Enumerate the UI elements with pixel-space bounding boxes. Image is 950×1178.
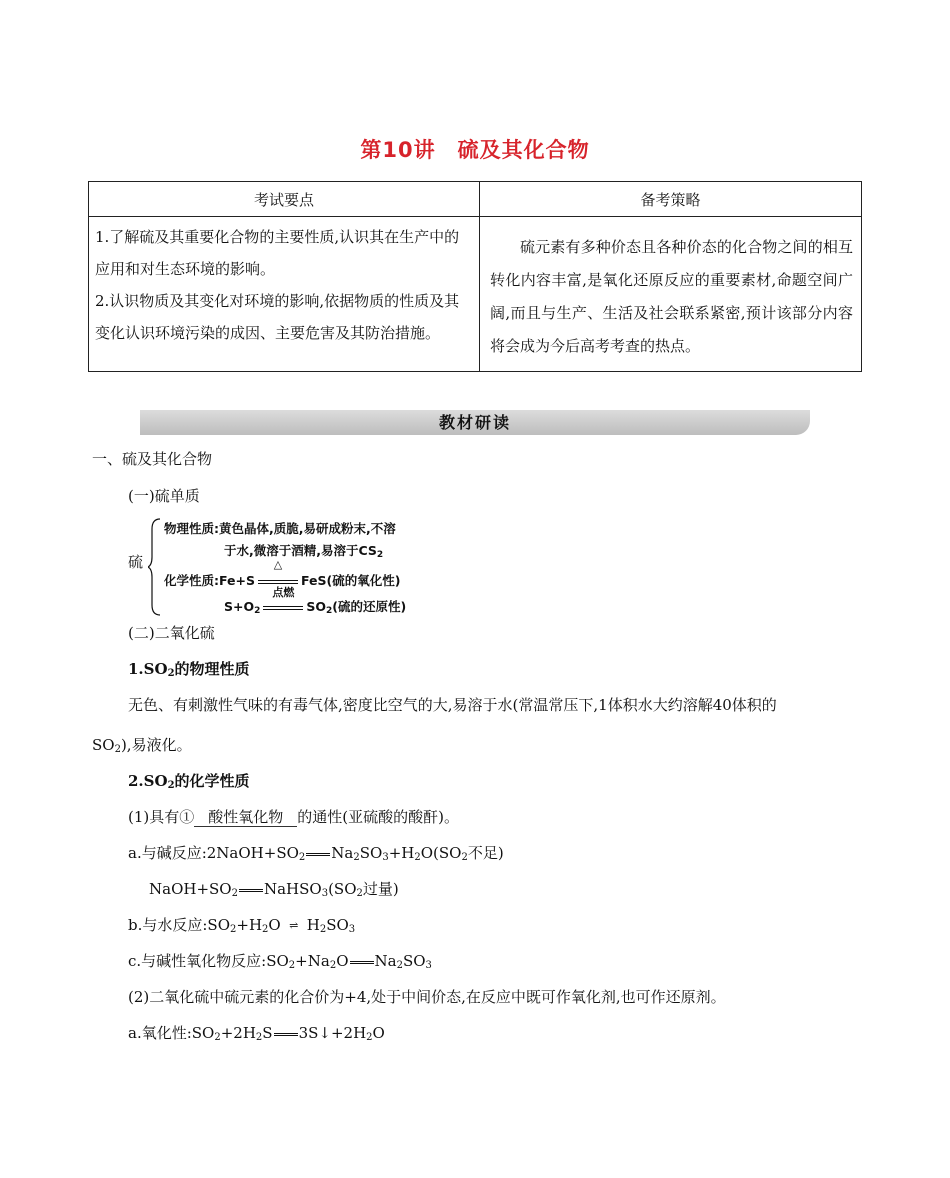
- acidic-oxide-line: (1)具有① 酸性氧化物 的通性(亚硫酸的酸酐)。: [128, 808, 459, 826]
- physical-desc-line2: $SO_2$),易液化。: [92, 736, 192, 755]
- header-exam-points: 考试要点: [89, 182, 480, 217]
- valence-statement: (2)二氧化硫中硫元素的化合价为+4,处于中间价态,在反应中既可作氧化剂,也可作还原剂。: [128, 988, 726, 1006]
- heat-symbol: △: [273, 558, 283, 571]
- header-strategy: 备考策略: [480, 182, 862, 217]
- exam-point-1: 1.了解硫及其重要化合物的主要性质,认识其在生产中的应用和对生态环境的影响。: [95, 228, 460, 278]
- physical-desc-line1: 无色、有刺激性气味的有毒气体,密度比空气的大,易溶于水(常温常压下,1体积水大约溶解40体积的: [128, 696, 777, 714]
- reaction-with-base-1: a.与碱反应$:2NaOH+SO_2$ $Na_2SO_3+H_2O(SO_2$不足): [128, 844, 504, 863]
- chem-reaction-fe: 化学性质:Fe+S △ FeS(硫的氧化性): [164, 558, 401, 588]
- lecture-topic: 硫及其化合物: [457, 138, 590, 162]
- subsection-so2: (二)二氧化硫: [128, 624, 215, 642]
- exam-points-table: [88, 181, 862, 372]
- physical-props-line1: 物理性质:黄色晶体,质脆,易研成粉末,不溶: [164, 521, 396, 536]
- diagram-root: 硫: [128, 553, 144, 571]
- brace-icon: [148, 517, 162, 617]
- chem-reaction-o2: $S+O_2$ 点燃 $SO_2$(硫的还原性): [224, 586, 407, 616]
- section-heading: 一、硫及其化合物: [92, 450, 213, 468]
- physical-props-line2: 于水,微溶于酒精,易溶于$CS_2$: [224, 543, 384, 560]
- heading-so2-chemical: $2.SO_2$的化学性质: [128, 772, 250, 791]
- section-banner: 教材研读: [140, 410, 810, 435]
- exam-point-2: 2.认识物质及其变化对环境的影响,依据物质的性质及其变化认识环境污染的成因、主要危害及其防治措施。: [95, 292, 460, 342]
- lecture-number: 第10讲: [360, 138, 436, 162]
- reaction-with-water: b.与水反应$:SO_2+H_2O$ ⇌ $H_2SO_3$: [128, 916, 356, 935]
- reversible-arrow-icon: ⇌: [289, 919, 299, 932]
- oxidizing-reaction: a.氧化性$:SO_2+2H_2S$ $3S↓+2H_2O$: [128, 1024, 385, 1043]
- ignite-condition: 点燃: [272, 586, 295, 599]
- exam-points-cell: [89, 217, 480, 372]
- strategy-cell: 硫元素有多种价态且各种价态的化合物之间的相互转化内容丰富,是氧化还原反应的重要素材,命题空间广阔,而且与生产、生活及社会联系紧密,预计该部分内容将会成为今后高考考查的热点。: [480, 217, 862, 372]
- heading-so2-physical: $1.SO_2$的物理性质: [128, 660, 250, 679]
- sulfur-property-diagram: [128, 517, 448, 617]
- subsection-sulfur: (一)硫单质: [128, 487, 200, 505]
- reaction-with-basic-oxide: c.与碱性氧化物反应$:SO_2+Na_2O$ $Na_2SO_3$: [128, 952, 432, 971]
- reaction-with-base-2: $NaOH+SO_2$ $NaHSO_3(SO_2$过量): [149, 880, 399, 899]
- page-title: [0, 134, 950, 164]
- answer-blank: 酸性氧化物: [194, 808, 297, 827]
